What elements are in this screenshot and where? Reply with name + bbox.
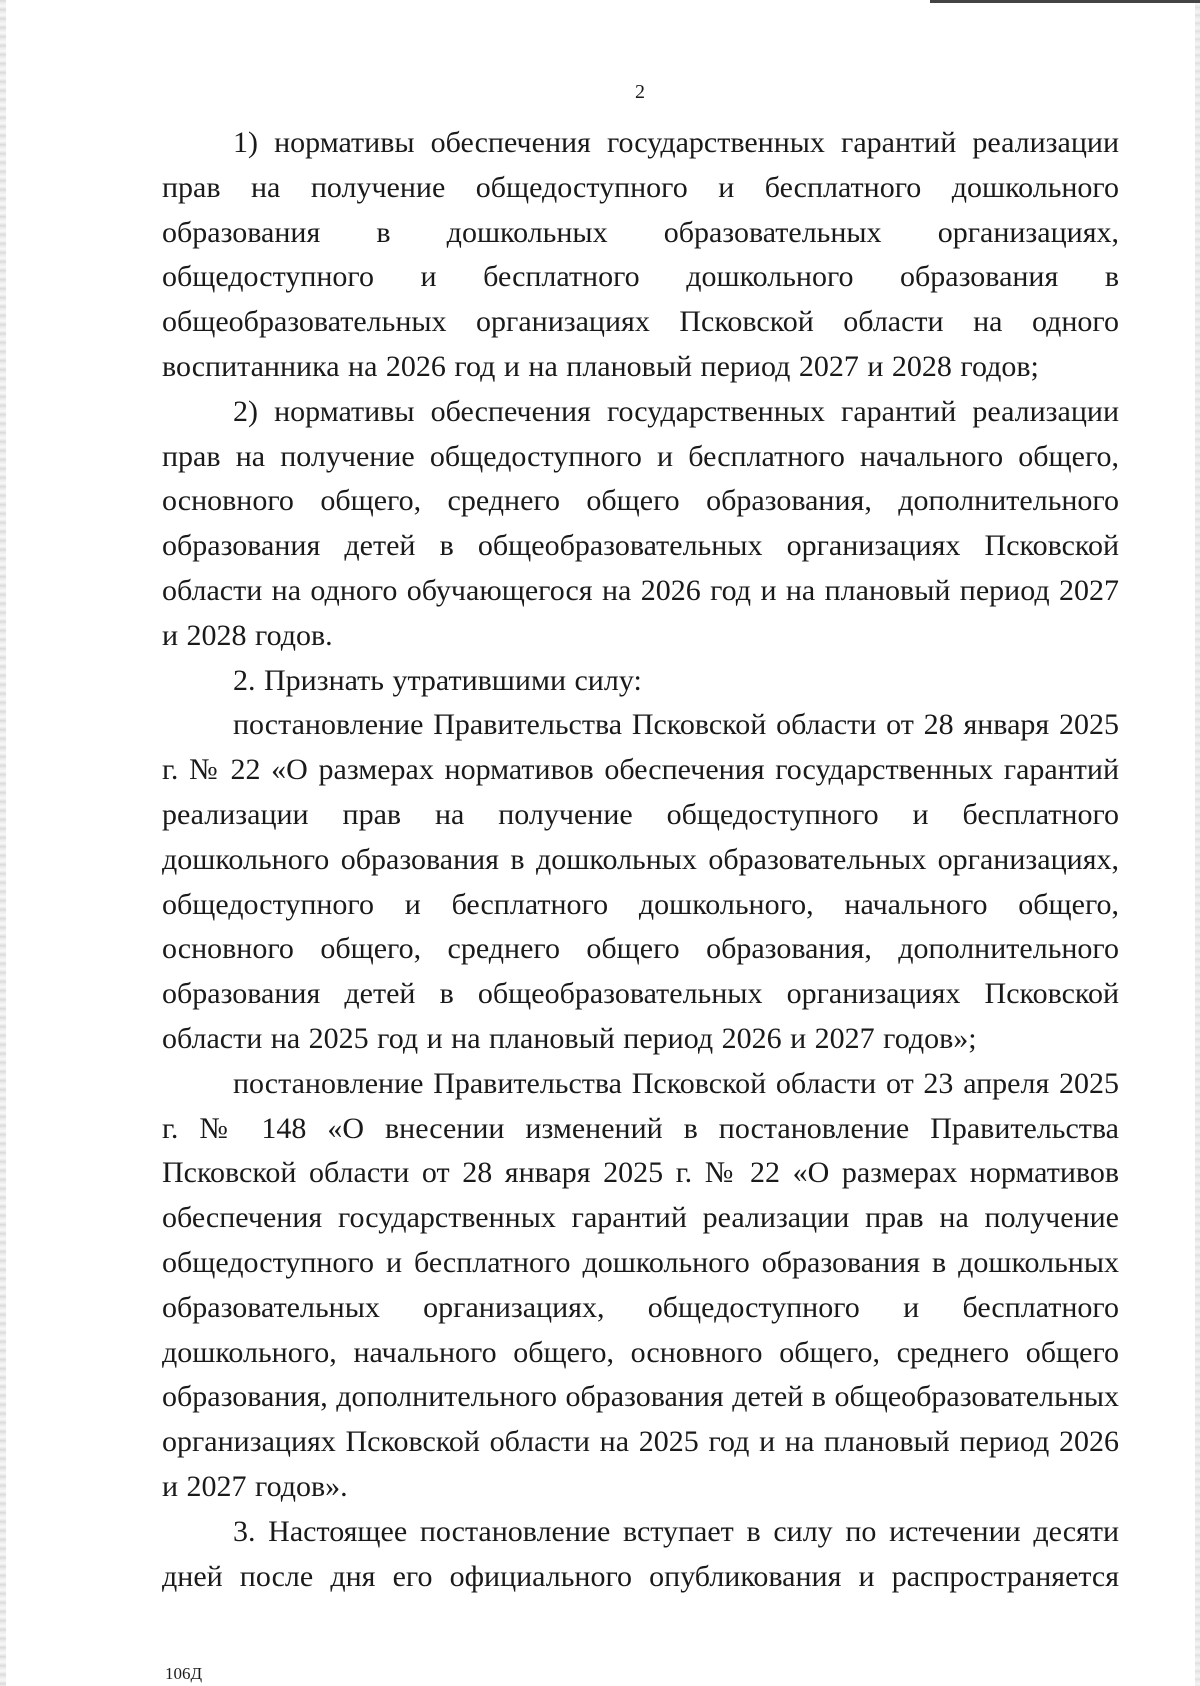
document-code: 106Д bbox=[165, 1664, 203, 1683]
scan-edge-left bbox=[0, 0, 6, 1686]
page-number: 2 bbox=[635, 81, 645, 103]
document-body bbox=[162, 121, 1119, 1599]
paragraph-repeal-act-148: постановление Правительства Псковской области от 23 апреля 2025 г. № 148 «О внесении изменений в постановление Правительства Псковской области от 28 января 2025 г. № 22 «О размерах нормативов обеспечения государственных гарантий реализации прав на получение общедоступного и бесплатного дошкольного образования в дошкольных образовательных организациях, общедоступного и бесплатного дошкольного, начального общего, основного общего, среднего общего образования, дополнительного образования детей в общеобразовательных организациях Псковской области на 2025 год и на плановый период 2026 и 2027 годов». bbox=[162, 1066, 1119, 1503]
paragraph-entry-into-force: 3. Настоящее постановление вступает в силу по истечении десяти дней после дня его официального опубликования и распространяется bbox=[162, 1514, 1119, 1593]
scan-edge-right bbox=[1195, 0, 1200, 1686]
paragraph-norms-general: 2) нормативы обеспечения государственных гарантий реализации прав на получение общедоступного и бесплатного начального общего, основного общего, среднего общего образования, дополнительного образования детей в общеобразовательных организациях Псковской области на одного обучающегося на 2026 год и на плановый период 2027 и 2028 годов. bbox=[162, 394, 1119, 652]
top-rule bbox=[930, 0, 1200, 3]
paragraph-repeal-act-22: постановление Правительства Псковской области от 28 января 2025 г. № 22 «О размерах нормативов обеспечения государственных гарантий реализации прав на получение общедоступного и бесплатного дошкольного образования в дошкольных образовательных организациях, общедоступного и бесплатного дошкольного, начального общего, основного общего, среднего общего образования, дополнительного образования детей в общеобразовательных организациях Псковской области на 2025 год и на плановый период 2026 и 2027 годов»; bbox=[162, 708, 1119, 1055]
paragraph-repeal-heading: 2. Признать утратившими силу: bbox=[233, 663, 642, 697]
paragraph-norms-preschool: 1) нормативы обеспечения государственных гарантий реализации прав на получение общедоступного и бесплатного дошкольного образования в дошкольных образовательных организациях, общедоступного и бесплатного дошкольного образования в общеобразовательных организациях Псковской области на одного воспитанника на 2026 год и на плановый период 2027 и 2028 годов; bbox=[162, 126, 1119, 383]
